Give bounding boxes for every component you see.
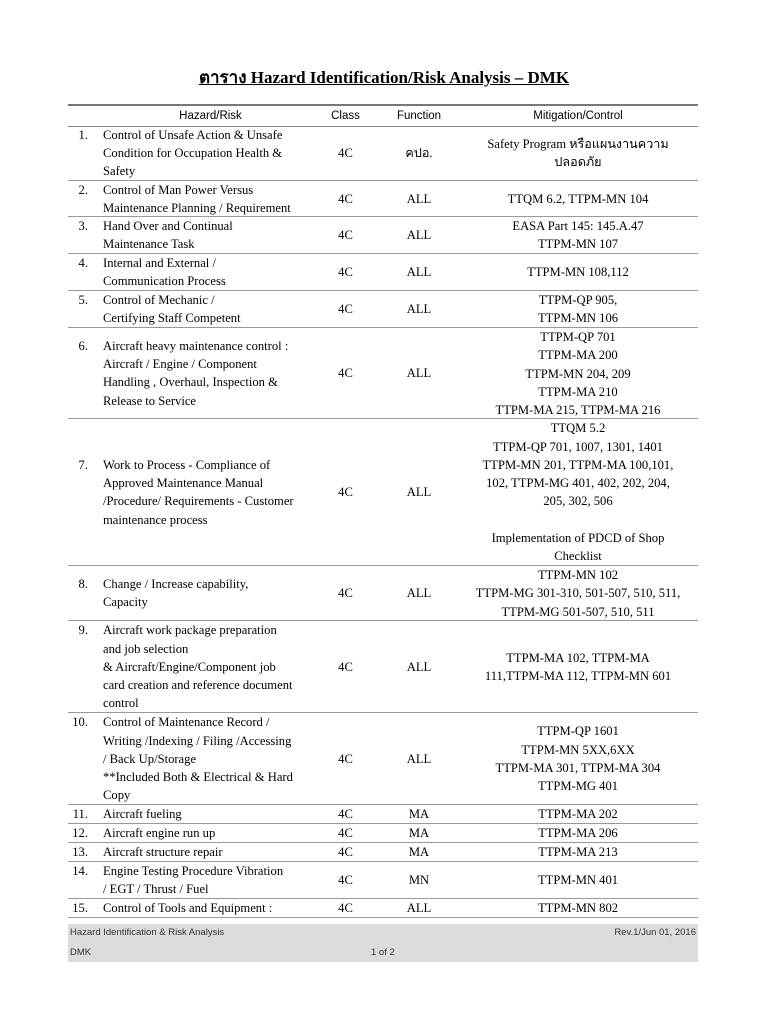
hazard-cell-line: and job selection: [103, 641, 189, 656]
table-row: [68, 254, 698, 291]
table-row: [68, 328, 698, 419]
page-footer: [68, 924, 698, 962]
footer-doc-title: Hazard Identification & Risk Analysis: [70, 927, 225, 938]
class-cell: 4C: [338, 145, 353, 160]
hazard-cell: [103, 337, 318, 410]
mitigation-cell: [458, 805, 698, 823]
mitigation-cell-line: TTPM-MA 301, TTPM-MA 304: [495, 760, 661, 775]
mitigation-cell-line: ปลอดภัย: [554, 154, 602, 169]
hazard-cell-line: Communication Process: [103, 274, 226, 289]
row-number: 4.: [78, 256, 88, 271]
hazard-cell-line: Work to Process - Compliance of: [103, 457, 271, 472]
hazard-cell-line: control: [103, 696, 139, 711]
hazard-cell-line: / Back Up/Storage: [103, 751, 197, 766]
mitigation-cell-line: [458, 511, 698, 529]
table-row: [68, 805, 698, 824]
hazard-cell-line: Hand Over and Continual: [103, 219, 233, 234]
mitigation-cell-line: TTPM-MN 102: [537, 568, 619, 583]
table-row: [68, 843, 698, 862]
mitigation-cell: [458, 328, 698, 419]
function-cell: ALL: [406, 751, 432, 766]
hazard-cell-line: card creation and reference document: [103, 678, 293, 693]
mitigation-cell-line: TTPM-MA 102, TTPM-MA: [506, 650, 650, 665]
class-cell: 4C: [338, 485, 353, 500]
hazard-cell: [103, 456, 318, 529]
table-row: [68, 713, 698, 805]
mitigation-cell: [458, 419, 698, 565]
function-cell: MA: [408, 845, 430, 860]
hazard-cell-line: / EGT / Thrust / Fuel: [103, 882, 209, 897]
footer-location: DMK: [70, 947, 92, 958]
hazard-cell-line: Maintenance Planning / Requirement: [103, 201, 291, 216]
mitigation-cell: [458, 843, 698, 861]
hazard-cell: [103, 862, 318, 899]
table-row: [68, 419, 698, 566]
mitigation-cell-line: TTPM-MN 106: [537, 311, 619, 326]
row-number: 7.: [78, 457, 88, 472]
page-title: ตาราง Hazard Identification/Risk Analysis – DMK: [198, 68, 570, 87]
hazard-cell: [103, 181, 318, 218]
class-cell: 4C: [338, 302, 353, 317]
hazard-cell: [103, 713, 318, 804]
mitigation-cell-line: TTPM-QP 905,: [538, 293, 618, 308]
class-cell: 4C: [338, 901, 353, 916]
row-number: 9.: [78, 623, 88, 638]
table-row: [68, 181, 698, 217]
hazard-cell-line: Aircraft fueling: [103, 807, 182, 822]
mitigation-cell-line: TTPM-MA 210: [538, 384, 618, 399]
mitigation-cell: [458, 291, 698, 328]
hazard-cell-line: **Included Both & Electrical & Hard: [103, 770, 293, 785]
hazard-cell: [103, 805, 318, 823]
mitigation-cell-line: TTPM-MA 213: [538, 845, 618, 860]
hazard-cell-line: Aircraft heavy maintenance control :: [103, 338, 289, 353]
mitigation-cell-line: 111,TTPM-MA 112, TTPM-MN 601: [484, 668, 672, 683]
hazard-cell-line: & Aircraft/Engine/Component job: [103, 659, 276, 674]
mitigation-cell-line: TTPM-MA 200: [538, 348, 618, 363]
hazard-cell-line: Aircraft structure repair: [103, 845, 223, 860]
mitigation-cell-line: TTPM-MN 107: [537, 237, 619, 252]
row-number: 2.: [78, 183, 88, 197]
row-number: 11.: [72, 807, 88, 822]
hazard-cell-line: Handling , Overhaul, Inspection &: [103, 375, 278, 390]
row-number: 3.: [78, 219, 88, 234]
hazard-cell: [103, 575, 318, 612]
hazard-cell-line: Control of Unsafe Action & Unsafe: [103, 127, 283, 142]
class-cell: 4C: [338, 751, 353, 766]
mitigation-cell: [458, 899, 698, 917]
hazard-cell: [103, 254, 318, 291]
mitigation-cell: [458, 190, 698, 208]
row-number: 15.: [72, 901, 88, 916]
function-cell: ALL: [406, 265, 432, 280]
mitigation-cell-line: TTPM-MG 501-507, 510, 511: [501, 604, 655, 619]
mitigation-cell-line: Safety Program หรือแผนงานความ: [487, 136, 669, 151]
hazard-cell-line: Control of Man Power Versus: [103, 183, 254, 197]
hazard-cell-line: Certifying Staff Competent: [103, 311, 241, 326]
mitigation-cell-line: TTPM-QP 701, 1007, 1301, 1401: [493, 439, 663, 454]
table-row: [68, 824, 698, 843]
function-cell: ALL: [406, 586, 432, 601]
mitigation-cell-line: TTPM-MN 5XX,6XX: [521, 742, 635, 757]
mitigation-cell: [458, 649, 698, 686]
mitigation-cell-line: Implementation of PDCD of Shop: [491, 531, 665, 546]
table-row: [68, 862, 698, 899]
class-cell: 4C: [338, 586, 353, 601]
hazard-cell-line: maintenance process: [103, 512, 208, 527]
footer-revision: Rev.1/Jun 01, 2016: [614, 927, 696, 938]
mitigation-cell-line: EASA Part 145: 145.A.47: [512, 219, 644, 234]
mitigation-cell-line: TTPM-MN 108,112: [527, 265, 629, 280]
hazard-cell-line: Internal and External /: [103, 256, 216, 271]
mitigation-cell-line: TTQM 5.2: [550, 421, 606, 436]
table-row: [68, 566, 698, 621]
hazard-cell-line: Release to Service: [103, 393, 197, 408]
hazard-cell-line: Copy: [103, 788, 131, 803]
column-header-class: Class: [331, 110, 360, 122]
function-cell: คปอ.: [405, 145, 433, 160]
table-row: [68, 621, 698, 713]
hazard-cell-line: Aircraft engine run up: [103, 826, 216, 841]
table-row: [68, 899, 698, 918]
function-cell: ALL: [406, 366, 432, 381]
function-cell: ALL: [406, 659, 432, 674]
hazard-cell: [103, 126, 318, 181]
hazard-cell: [103, 621, 318, 712]
class-cell: 4C: [338, 845, 353, 860]
row-number: 12.: [72, 826, 88, 841]
function-cell: ALL: [406, 191, 432, 206]
hazard-cell-line: Control of Mechanic /: [103, 293, 215, 308]
hazard-cell: [103, 217, 318, 254]
hazard-cell-line: Aircraft / Engine / Component: [103, 357, 257, 372]
hazard-cell-line: Capacity: [103, 595, 148, 610]
hazard-cell-line: Safety: [103, 164, 136, 179]
mitigation-cell: [458, 722, 698, 795]
mitigation-cell: [458, 566, 698, 621]
hazard-cell-line: Condition for Occupation Health &: [103, 145, 283, 160]
hazard-cell: [103, 843, 318, 861]
row-number: 1.: [78, 127, 88, 142]
class-cell: 4C: [338, 228, 353, 243]
class-cell: 4C: [338, 366, 353, 381]
hazard-cell: [103, 291, 318, 328]
mitigation-cell: [458, 217, 698, 254]
column-header-function: Function: [396, 110, 442, 122]
mitigation-cell-line: TTPM-MN 204, 209: [525, 366, 631, 381]
row-number: 10.: [72, 715, 88, 730]
class-cell: 4C: [338, 873, 353, 888]
mitigation-cell: [458, 871, 698, 889]
mitigation-cell-line: TTPM-MG 401: [537, 779, 619, 794]
mitigation-cell-line: TTQM 6.2, TTPM-MN 104: [507, 191, 649, 206]
column-header-mitigation: Mitigation/Control: [533, 110, 623, 122]
mitigation-cell-line: TTPM-MN 201, TTPM-MA 100,101,: [482, 457, 674, 472]
hazard-cell: [103, 899, 318, 917]
mitigation-cell-line: TTPM-QP 1601: [537, 724, 619, 739]
footer-page-number: 1 of 2: [371, 947, 395, 958]
table-row: [68, 217, 698, 254]
mitigation-cell-line: TTPM-MA 206: [538, 826, 618, 841]
hazard-cell-line: Engine Testing Procedure Vibration: [103, 864, 284, 879]
column-header-hazard: Hazard/Risk: [179, 110, 242, 122]
function-cell: MA: [408, 826, 430, 841]
hazard-cell: [103, 824, 318, 842]
mitigation-cell-line: TTPM-MG 301-310, 501-507, 510, 511,: [475, 586, 681, 601]
mitigation-cell: [458, 263, 698, 281]
table-row: [68, 125, 698, 181]
mitigation-cell-line: TTPM-MA 215, TTPM-MA 216: [495, 403, 661, 418]
hazard-cell-line: /Procedure/ Requirements - Customer: [103, 494, 294, 509]
row-number: 5.: [78, 293, 88, 308]
table-row: [68, 291, 698, 328]
hazard-cell-line: Writing /Indexing / Filing /Accessing: [103, 733, 292, 748]
function-cell: ALL: [406, 228, 432, 243]
hazard-cell-line: Maintenance Task: [103, 237, 195, 252]
class-cell: 4C: [338, 826, 353, 841]
function-cell: MN: [408, 873, 430, 888]
hazard-cell-line: Approved Maintenance Manual: [103, 476, 264, 491]
mitigation-cell: [458, 824, 698, 842]
row-number: 8.: [78, 577, 88, 592]
function-cell: MA: [408, 807, 430, 822]
function-cell: ALL: [406, 901, 432, 916]
row-number: 6.: [78, 338, 88, 353]
mitigation-cell-line: TTPM-QP 701: [540, 330, 616, 344]
row-number: 13.: [72, 845, 88, 860]
function-cell: ALL: [406, 485, 432, 500]
class-cell: 4C: [338, 659, 353, 674]
class-cell: 4C: [338, 807, 353, 822]
hazard-cell-line: Change / Increase capability,: [103, 577, 249, 592]
mitigation-cell-line: TTPM-MN 802: [537, 901, 619, 916]
mitigation-cell-line: Checklist: [554, 549, 602, 564]
function-cell: ALL: [406, 302, 432, 317]
row-number: 14.: [72, 864, 88, 879]
mitigation-cell-line: TTPM-MN 401: [537, 873, 619, 888]
table-header: [68, 104, 698, 127]
hazard-cell-line: Aircraft work package preparation: [103, 623, 277, 638]
class-cell: 4C: [338, 191, 353, 206]
mitigation-cell: [458, 135, 698, 172]
hazard-cell-line: Control of Tools and Equipment :: [103, 901, 273, 916]
mitigation-cell-line: 102, TTPM-MG 401, 402, 202, 204,: [486, 476, 670, 491]
mitigation-cell-line: 205, 302, 506: [543, 494, 613, 509]
class-cell: 4C: [338, 265, 353, 280]
mitigation-cell-line: TTPM-MA 202: [538, 807, 618, 822]
hazard-cell-line: Control of Maintenance Record /: [103, 715, 270, 730]
